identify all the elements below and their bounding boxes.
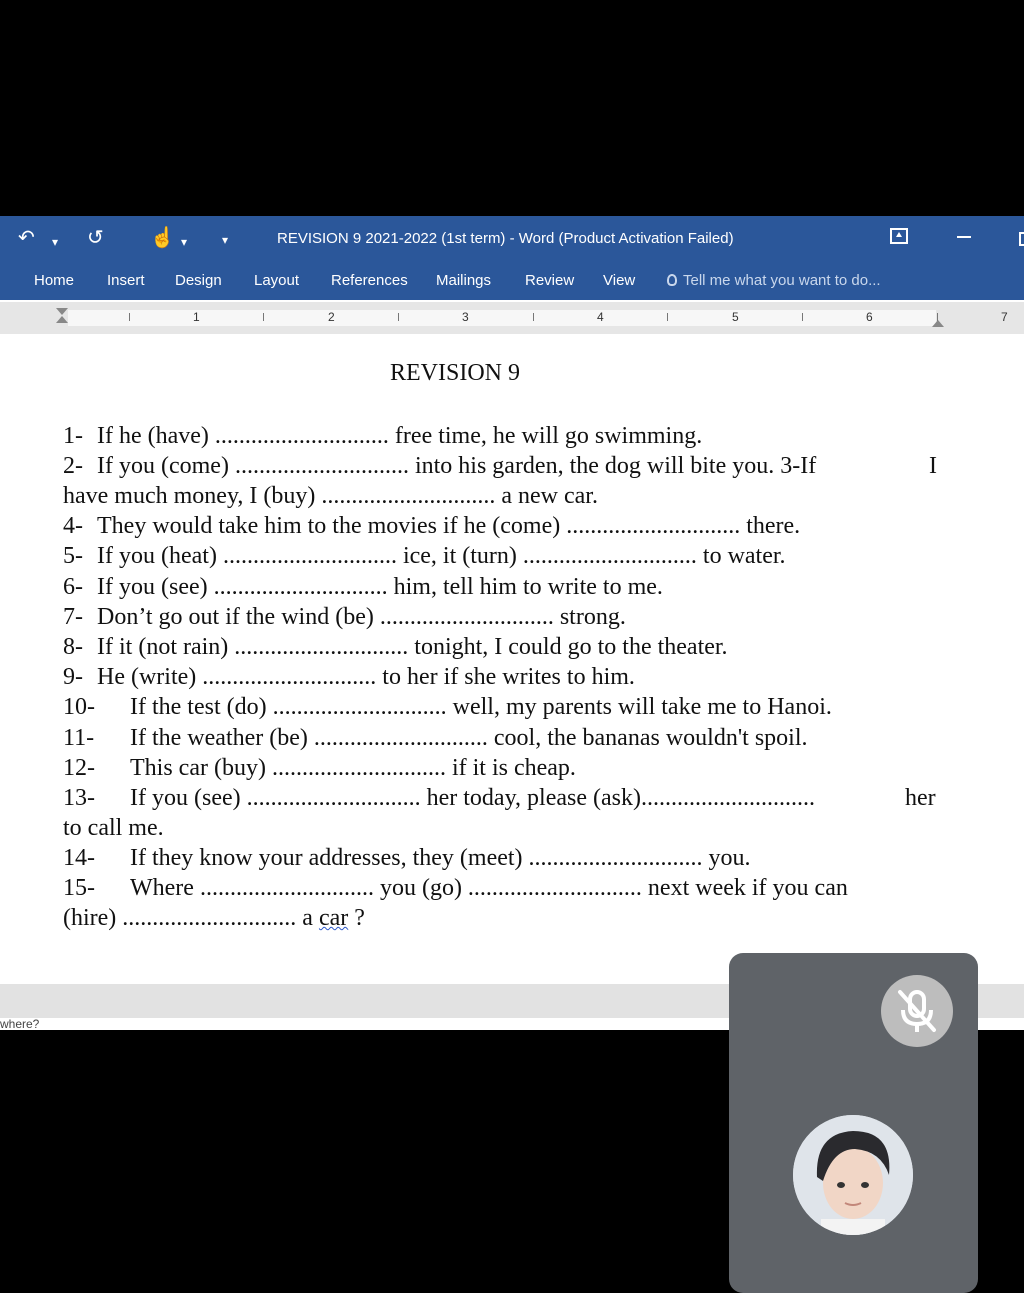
minimize-icon[interactable] — [957, 236, 971, 238]
status-snippet: where? — [0, 1018, 1024, 1030]
tab-layout[interactable]: Layout — [254, 272, 300, 289]
ruler-tick — [937, 313, 938, 321]
ruler-label: 6 — [866, 310, 873, 324]
tab-home[interactable]: Home — [34, 272, 75, 289]
redo-icon[interactable]: ↺ — [87, 227, 104, 249]
exercise-line: 1- If he (have) ............................. free time, he will go swimming. — [63, 423, 703, 449]
ruler-label: 1 — [193, 310, 200, 324]
first-line-indent-marker[interactable] — [56, 308, 68, 315]
mic-off-button[interactable] — [881, 975, 953, 1047]
tab-view[interactable]: View — [603, 272, 636, 289]
tab-references[interactable]: References — [331, 272, 408, 289]
video-call-panel — [729, 953, 978, 1293]
exercise-line: 5- If you (heat) ............................. ice, it (turn) ............................. to water. — [63, 543, 786, 569]
ruler-tick — [398, 313, 399, 321]
tab-design[interactable]: Design — [175, 272, 222, 289]
mic-off-icon — [881, 975, 953, 1047]
window-title: REVISION 9 2021-2022 (1st term) - Word (Product Activation Failed) — [277, 230, 734, 247]
tell-me-placeholder: Tell me what you want to do... — [683, 272, 881, 289]
document-page[interactable] — [0, 334, 1024, 984]
user-avatar[interactable] — [793, 1115, 913, 1235]
ruler-label: 3 — [462, 310, 469, 324]
document-title: REVISION 9 — [390, 360, 520, 386]
hanging-indent-marker[interactable] — [56, 316, 68, 323]
exercise-line: 11- If the weather (be) ............................. cool, the bananas wouldn't spoil. — [63, 725, 808, 751]
customize-qat-icon[interactable]: ▾ — [222, 233, 229, 247]
ruler-label: 7 — [1001, 310, 1008, 324]
ruler-label: 4 — [597, 310, 604, 324]
spelling-underlined-word: car — [318, 905, 349, 931]
ruler-tick — [533, 313, 534, 321]
ribbon-tabs — [0, 262, 1024, 300]
exercise-line: 4- They would take him to the movies if he (come) ............................. there. — [63, 513, 801, 539]
undo-icon[interactable]: ↶ — [18, 227, 35, 249]
lightbulb-icon — [667, 274, 677, 286]
horizontal-ruler[interactable] — [0, 302, 1024, 335]
ruler-tick — [802, 313, 803, 321]
exercise-line: 7- Don’t go out if the wind (be) ............................. strong. — [63, 604, 626, 630]
tab-mailings[interactable]: Mailings — [436, 272, 492, 289]
exercise-line: have much money, I (buy) ............................. a new car. — [63, 483, 598, 509]
exercise-line: 14- If they know your addresses, they (meet) ............................. you. — [63, 845, 751, 871]
ruler-tick — [667, 313, 668, 321]
ruler-label: 5 — [732, 310, 739, 324]
avatar-image — [793, 1115, 913, 1235]
exercise-line: 13- If you (see) ............................. her today, please (ask)............................. her — [63, 785, 936, 811]
ruler-tick — [263, 313, 264, 321]
word-window — [0, 216, 1024, 1030]
exercise-line: 9- He (write) ............................. to her if she writes to him. — [63, 664, 635, 690]
tell-me-search[interactable] — [667, 272, 881, 289]
ribbon-display-options-icon[interactable] — [890, 228, 908, 244]
tab-review[interactable]: Review — [525, 272, 575, 289]
right-indent-marker[interactable] — [932, 320, 944, 327]
exercise-line: 10- If the test (do) ............................. well, my parents will take me to Hanoi. — [63, 694, 832, 720]
ruler-label: 2 — [328, 310, 335, 324]
maximize-icon[interactable] — [1019, 232, 1024, 246]
tab-insert[interactable]: Insert — [107, 272, 145, 289]
exercise-line: to call me. — [63, 815, 164, 841]
exercise-line: 6- If you (see) ............................. him, tell him to write to me. — [63, 574, 663, 600]
exercise-line: 2- If you (come) ............................. into his garden, the dog will bite you. 3-If I — [63, 453, 937, 479]
title-bar — [0, 216, 1024, 262]
ruler-tick — [129, 313, 130, 321]
exercise-line: 8- If it (not rain) ............................. tonight, I could go to the theater. — [63, 634, 728, 660]
exercise-line: (hire) ............................. a car ? — [63, 905, 365, 931]
touch-dropdown-icon[interactable]: ▾ — [181, 235, 188, 249]
undo-dropdown-icon[interactable]: ▾ — [52, 235, 59, 249]
exercise-line: 12- This car (buy) ............................. if it is cheap. — [63, 755, 576, 781]
exercise-line: 15- Where ............................. you (go) ............................. next week if you can — [63, 875, 848, 901]
touch-mode-icon[interactable]: ☝ — [150, 227, 175, 249]
